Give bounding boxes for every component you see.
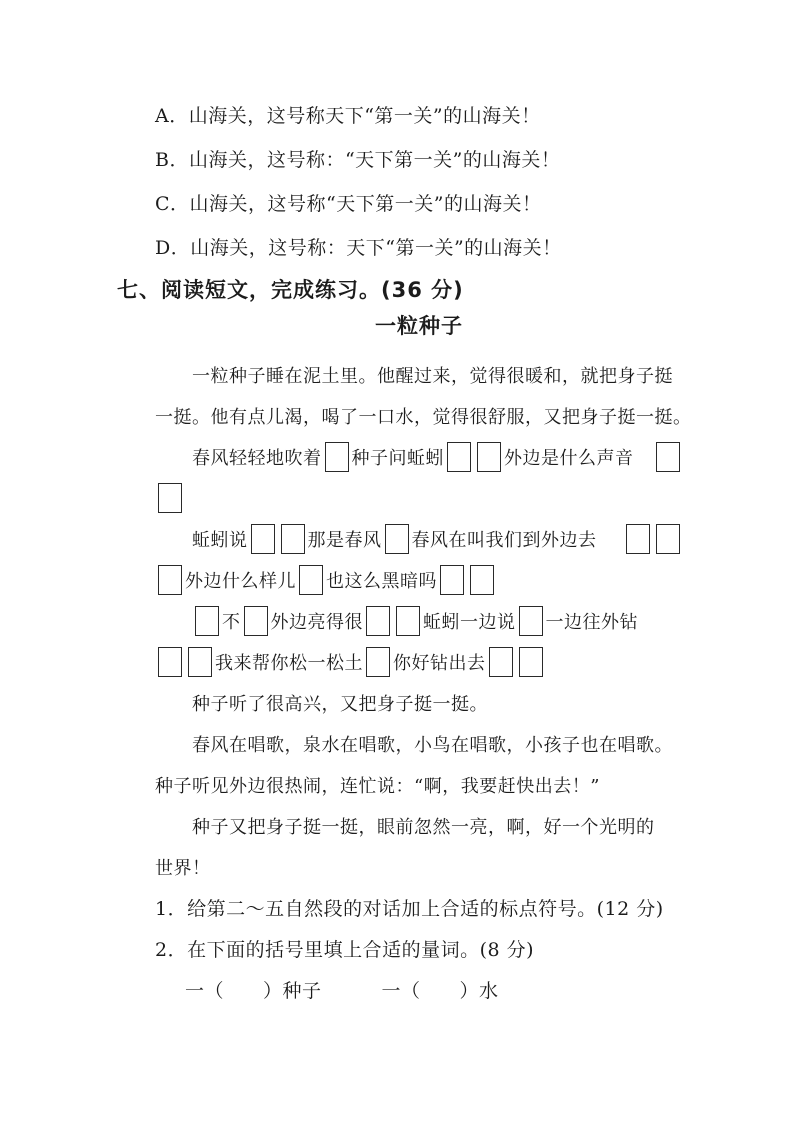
passage-text: 那是春风: [307, 529, 382, 551]
question-2-text: 2．在下面的括号里填上合适的量词。(8 分): [155, 939, 535, 961]
punctuation-answer-box: [626, 524, 650, 554]
question-2: [155, 928, 683, 969]
question-1: [155, 887, 683, 928]
option-B: B．山海关，这号称：“天下第一关”的山海关！: [155, 149, 561, 171]
punctuation-answer-box: [158, 647, 182, 677]
passage-text: 一边往外钻: [545, 611, 638, 633]
passage-text: 世界！: [155, 857, 211, 879]
punctuation-answer-box: [440, 565, 464, 595]
passage-text: 外边是什么声音: [504, 447, 634, 469]
punctuation-answer-box: [447, 442, 471, 472]
punctuation-answer-box: [396, 606, 420, 636]
measure-word-blank-seed: 一（ ）种子: [185, 980, 322, 1002]
option-C: C．山海关，这号称“天下第一关”的山海关！: [155, 193, 542, 215]
punctuation-answer-box: [366, 606, 390, 636]
passage-line: [155, 436, 683, 477]
question-1-text: 1．给第二～五自然段的对话加上合适的标点符号。(12 分): [155, 898, 664, 920]
punctuation-answer-box: [489, 647, 513, 677]
passage-area: [155, 306, 692, 1010]
option-D: D．山海关，这号称：天下“第一关”的山海关！: [155, 237, 562, 259]
punctuation-answer-box: [281, 524, 305, 554]
passage-line: [155, 477, 683, 518]
punctuation-answer-box: [188, 647, 212, 677]
options-list: [155, 0, 793, 270]
passage-text: 不: [222, 611, 241, 633]
passage-text: 种子又把身子挺一挺，眼前忽然一亮，啊，好一个光明的: [192, 816, 655, 838]
measure-word-blanks: [155, 969, 683, 1010]
passage-text: 蚯蚓一边说: [423, 611, 516, 633]
passage-text: 也这么黑暗吗: [326, 570, 437, 592]
punctuation-answer-box: [519, 606, 543, 636]
passage-text: 春风在叫我们到外边去: [411, 529, 597, 551]
punctuation-answer-box: [299, 565, 323, 595]
passage-text: 种子听见外边很热闹，连忙说：“啊，我要赶快出去！”: [155, 775, 600, 797]
punctuation-answer-box: [519, 647, 543, 677]
punctuation-answer-box: [385, 524, 409, 554]
passage-line: [155, 764, 683, 805]
punctuation-answer-box: [656, 524, 680, 554]
option-A: A．山海关，这号称天下“第一关”的山海关！: [155, 105, 541, 127]
passage-line: [155, 723, 683, 764]
passage-line: [155, 559, 683, 600]
punctuation-answer-box: [244, 606, 268, 636]
punctuation-answer-box: [158, 483, 182, 513]
punctuation-answer-box: [325, 442, 349, 472]
passage-text: 外边什么样儿: [185, 570, 296, 592]
passage-title: 一粒种子: [375, 314, 463, 338]
passage-line: [155, 846, 683, 887]
passage-text: 春风轻轻地吹着: [192, 447, 322, 469]
passage-line: [155, 600, 683, 641]
measure-word-blank-water: 一（ ）水: [381, 980, 499, 1002]
passage-line: [155, 354, 683, 395]
passage-text: 春风在唱歌，泉水在唱歌，小鸟在唱歌，小孩子也在唱歌。: [192, 734, 673, 756]
passage-text: 你好钻出去: [393, 652, 486, 674]
section-header: 七、阅读短文，完成练习。(36 分): [117, 278, 464, 302]
passage-text: 蚯蚓说: [192, 529, 248, 551]
punctuation-answer-box: [195, 606, 219, 636]
passage-body: [155, 354, 692, 887]
passage-text: 种子听了很高兴，又把身子挺一挺。: [192, 693, 488, 715]
passage-text: 一粒种子睡在泥土里。他醒过来，觉得很暖和，就把身子挺: [192, 365, 673, 387]
passage-line: [155, 641, 683, 682]
passage-line: [155, 518, 683, 559]
punctuation-answer-box: [366, 647, 390, 677]
punctuation-answer-box: [251, 524, 275, 554]
passage-line: [155, 395, 692, 436]
punctuation-answer-box: [477, 442, 501, 472]
passage-text: 我来帮你松一松土: [215, 652, 363, 674]
punctuation-answer-box: [656, 442, 680, 472]
punctuation-answer-box: [470, 565, 494, 595]
passage-line: [155, 805, 683, 846]
passage-text: 外边亮得很: [270, 611, 363, 633]
passage-line: [155, 682, 683, 723]
passage-text: 一挺。他有点儿渴，喝了一口水，觉得很舒服，又把身子挺一挺。: [155, 406, 692, 428]
passage-text: 种子问蚯蚓: [351, 447, 444, 469]
punctuation-answer-box: [158, 565, 182, 595]
